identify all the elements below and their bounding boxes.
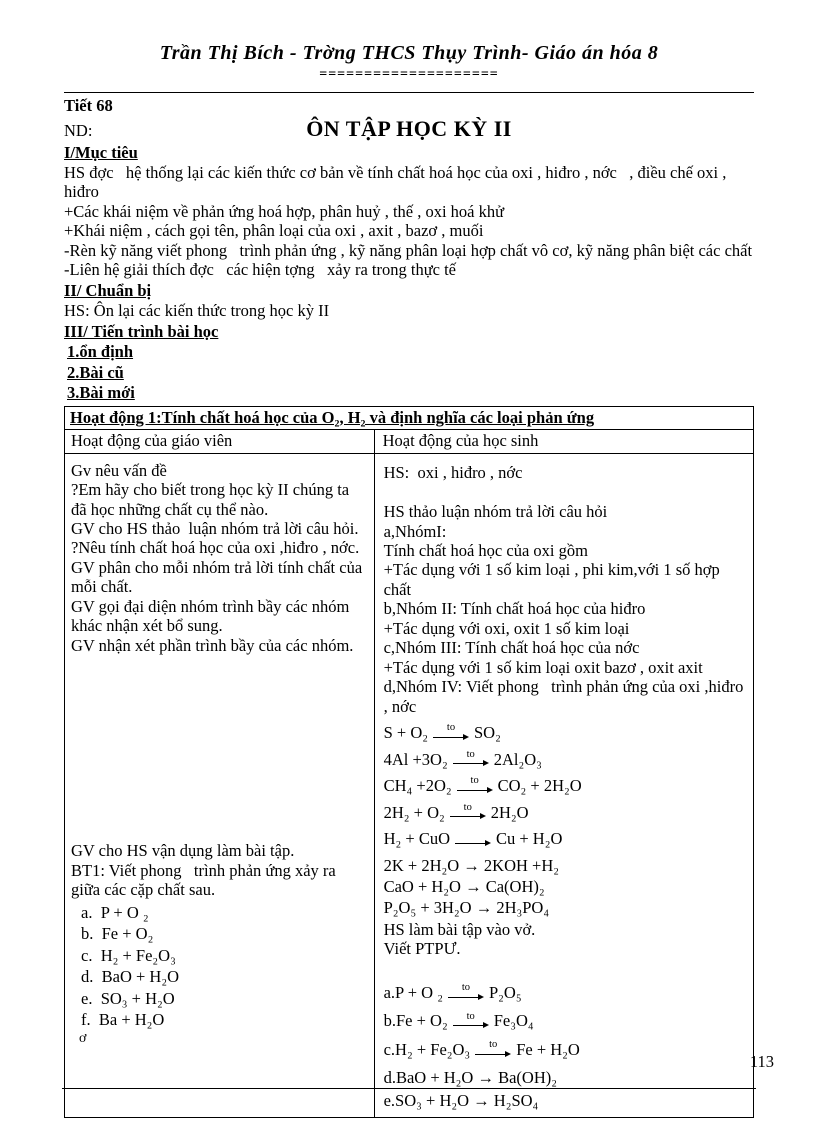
bt1-item: e. SO₃ + H₂O bbox=[81, 988, 175, 1008]
student-line: +Tác dụng với 1 số kim loại , phi kim,với 1 số hợp chất bbox=[383, 560, 724, 599]
teacher-line: GV cho HS thảo luận nhóm trả lời câu hỏi. bbox=[71, 518, 359, 538]
muc-tieu-paragraph: +Các khái niệm về phản ứng hoá hợp, phân huỷ , thế , oxi hoá khử bbox=[64, 201, 505, 221]
equation-rhs: 2Al₂O₃ bbox=[493, 749, 542, 769]
chuan-bi-text: HS: Ôn lại các kiến thức trong học kỳ II bbox=[64, 301, 330, 321]
step-bai-moi: 3.Bài mới bbox=[67, 383, 135, 403]
chemical-equation bbox=[384, 776, 745, 795]
equation-rhs: CO₂ + 2H₂O bbox=[497, 776, 582, 796]
equation-lhs: c.H₂ + Fe₂O₃ bbox=[383, 1039, 471, 1059]
bt1-list bbox=[71, 903, 368, 1030]
footer-rule bbox=[62, 1088, 756, 1089]
student-line: +Tác dụng với oxi, oxit 1 số kim loại bbox=[383, 618, 630, 638]
col-header-student: Hoạt động của học sinh bbox=[382, 431, 539, 451]
muc-tieu-paragraph: +Khái niệm , cách gọi tên, phân loại của oxi , axit , bazơ , muối bbox=[64, 221, 484, 241]
student-line: HS: oxi , hiđro , nớc bbox=[383, 462, 523, 482]
arrow-shaft bbox=[433, 733, 469, 742]
chemical-equation bbox=[384, 803, 745, 822]
activity-title: Hoạt động 1:Tính chất hoá học của O₂, H₂ và định nghĩa các loại phản ứng bbox=[65, 407, 753, 430]
reaction-arrow-icon bbox=[453, 750, 489, 769]
nd-label: ND: bbox=[64, 120, 93, 140]
title-row bbox=[64, 116, 754, 142]
muc-tieu-paragraph: -Rèn kỹ năng viết phong trình phản ứng , kỹ năng phân loại hợp chất vô cơ, kỹ năng phân biệt các chất bbox=[64, 240, 753, 260]
chemical-equation: CaO + H₂O → Ca(OH)₂ bbox=[383, 877, 545, 896]
equation-lhs: 4Al +3O₂ bbox=[383, 749, 448, 769]
header-script-title: Trần Thị Bích - Trờng THCS Thụy Trình- Giáo án hóa 8 bbox=[159, 42, 659, 64]
student-line: Tính chất hoá học của oxi gồm bbox=[383, 540, 588, 560]
reaction-arrow-icon bbox=[433, 723, 469, 742]
equation-lhs: b.Fe + O₂ bbox=[383, 1011, 448, 1031]
table-body bbox=[65, 454, 753, 1118]
teacher-line: BT1: Viết phong trình phản ứng xảy ra giữa các cặp chất sau. bbox=[71, 860, 340, 900]
arrow-shaft bbox=[453, 760, 489, 769]
student-line: Viết PTPƯ. bbox=[383, 939, 461, 959]
section-heading-chuan-bi: II/ Chuẩn bị bbox=[64, 280, 152, 300]
stray-char: ơ bbox=[79, 1031, 87, 1047]
chemical-equation bbox=[384, 750, 745, 769]
top-rule bbox=[64, 92, 754, 93]
teacher-line: Gv nêu vấn đề bbox=[71, 460, 167, 480]
arrow-shaft bbox=[448, 993, 484, 1002]
col-header-teacher: Hoạt động của giáo viên bbox=[65, 430, 375, 452]
answer-equation bbox=[384, 1040, 745, 1059]
equation-lhs: S + O₂ bbox=[383, 723, 428, 743]
arrow-condition: to bbox=[466, 748, 475, 760]
reaction-arrow-icon bbox=[450, 803, 486, 822]
bt1-item: d. BaO + H₂O bbox=[81, 967, 180, 987]
reaction-arrow-icon bbox=[453, 1012, 489, 1031]
chemical-equation bbox=[384, 723, 745, 742]
equals-divider: ==================== bbox=[319, 66, 499, 82]
arrow-shaft bbox=[457, 786, 493, 795]
student-line: HS làm bài tập vào vở. bbox=[383, 919, 536, 939]
student-line: b,Nhóm II: Tính chất hoá học của hiđro bbox=[383, 599, 646, 619]
equation-lhs: CH₄ +2O₂ bbox=[383, 776, 452, 796]
equation-rhs: 2H₂O bbox=[490, 802, 529, 822]
arrow-condition: to bbox=[470, 775, 479, 787]
reaction-arrow-icon bbox=[457, 776, 493, 795]
teacher-line: GV nhận xét phần trình bầy của các nhóm. bbox=[71, 635, 354, 655]
arrow-shaft bbox=[475, 1050, 511, 1059]
activity-table bbox=[64, 406, 754, 1119]
bt1-item: c. H₂ + Fe₂O₃ bbox=[81, 945, 176, 965]
student-line: d,Nhóm IV: Viết phong trình phản ứng của oxi ,hiđro , nớc bbox=[383, 677, 748, 716]
answer-block bbox=[384, 983, 745, 1110]
muc-tieu-paragraph: -Liên hệ giải thích đợc các hiện tợng xảy ra trong thực tế bbox=[64, 260, 457, 280]
chemical-equation: 2K + 2H₂O → 2KOH +H₂ bbox=[383, 855, 559, 875]
answer-equation bbox=[384, 1011, 745, 1030]
equation-block bbox=[384, 723, 745, 918]
section-heading-tien-trinh: III/ Tiến trình bài học bbox=[64, 321, 219, 341]
arrow-condition: to bbox=[446, 722, 456, 734]
arrow-condition: to bbox=[461, 982, 471, 994]
student-line: a,NhómI: bbox=[383, 521, 447, 541]
teacher-line: GV gọi đại diện nhóm trình bầy các nhóm khác nhận xét bổ sung. bbox=[71, 596, 354, 636]
equation-rhs: P₂O₅ bbox=[488, 982, 522, 1002]
spacer bbox=[71, 655, 368, 841]
chemical-equation: P₂O₅ + 3H₂O → 2H₃PO₄ bbox=[383, 898, 550, 918]
muc-tieu-paragraph: HS đợc hệ thống lại các kiến thức cơ bản về tính chất hoá học của oxi , hiđro , nớc , điều chế oxi , hiđro bbox=[64, 163, 731, 202]
page-title: ÔN TẬP HỌC KỲ II bbox=[306, 115, 512, 141]
tiet-label: Tiết 68 bbox=[64, 96, 113, 116]
equation-lhs: 2H₂ + O₂ bbox=[383, 802, 445, 822]
step-bai-cu: 2.Bài cũ bbox=[67, 362, 124, 382]
equation-rhs: Cu + H₂O bbox=[496, 829, 563, 849]
equation-rhs: Fe + H₂O bbox=[516, 1039, 580, 1059]
arrow-condition: to bbox=[489, 1039, 498, 1051]
column-headers bbox=[65, 430, 753, 453]
answer-equation bbox=[384, 983, 745, 1002]
chemical-equation bbox=[384, 829, 745, 848]
reaction-arrow-icon bbox=[475, 1040, 511, 1059]
bt1-item: a. P + O ₂ bbox=[81, 902, 149, 922]
section-heading-muc-tieu: I/Mục tiêu bbox=[64, 142, 138, 162]
teacher-line: ?Em hãy cho biết trong học kỳ II chúng ta đã học những chất cụ thể nào. bbox=[71, 480, 354, 519]
equation-rhs: SO₂ bbox=[474, 723, 501, 743]
answer-equation: d.BaO + H₂O → Ba(OH)₂ bbox=[383, 1068, 558, 1088]
equation-lhs: H₂ + CuO bbox=[383, 829, 450, 849]
bt1-item: b. Fe + O₂ bbox=[81, 924, 154, 944]
teacher-line: GV phân cho mỗi nhóm trả lời tính chất của mỗi chất. bbox=[71, 557, 367, 597]
bt1-item: f. Ba + H₂O bbox=[81, 1010, 165, 1029]
student-line: HS thảo luận nhóm trả lời câu hỏi bbox=[383, 502, 608, 522]
arrow-condition: to bbox=[466, 1010, 475, 1022]
teacher-line: GV cho HS vận dụng làm bài tập. bbox=[71, 841, 295, 861]
page-number: 113 bbox=[749, 1051, 774, 1071]
teacher-cell bbox=[65, 454, 375, 1118]
arrow-condition: to bbox=[463, 801, 472, 813]
student-line: c,Nhóm III: Tính chất hoá học của nớc bbox=[383, 638, 640, 658]
step-on-dinh: 1.ổn định bbox=[67, 342, 134, 362]
equation-rhs: Fe₃O₄ bbox=[493, 1011, 534, 1031]
student-cell bbox=[375, 454, 753, 1118]
reaction-arrow-icon bbox=[448, 983, 484, 1002]
equation-lhs: a.P + O ₂ bbox=[383, 982, 443, 1002]
reaction-arrow-icon bbox=[455, 829, 491, 848]
arrow-shaft bbox=[455, 839, 491, 848]
answer-equation: e.SO₃ + H₂O → H₂SO₄ bbox=[383, 1090, 539, 1110]
student-line: +Tác dụng với 1 số kim loại oxit bazơ , oxit axit bbox=[383, 657, 703, 677]
teacher-line: ?Nêu tính chất hoá học của oxi ,hiđro , nớc. bbox=[71, 538, 360, 558]
arrow-shaft bbox=[450, 813, 486, 822]
arrow-shaft bbox=[453, 1022, 489, 1031]
